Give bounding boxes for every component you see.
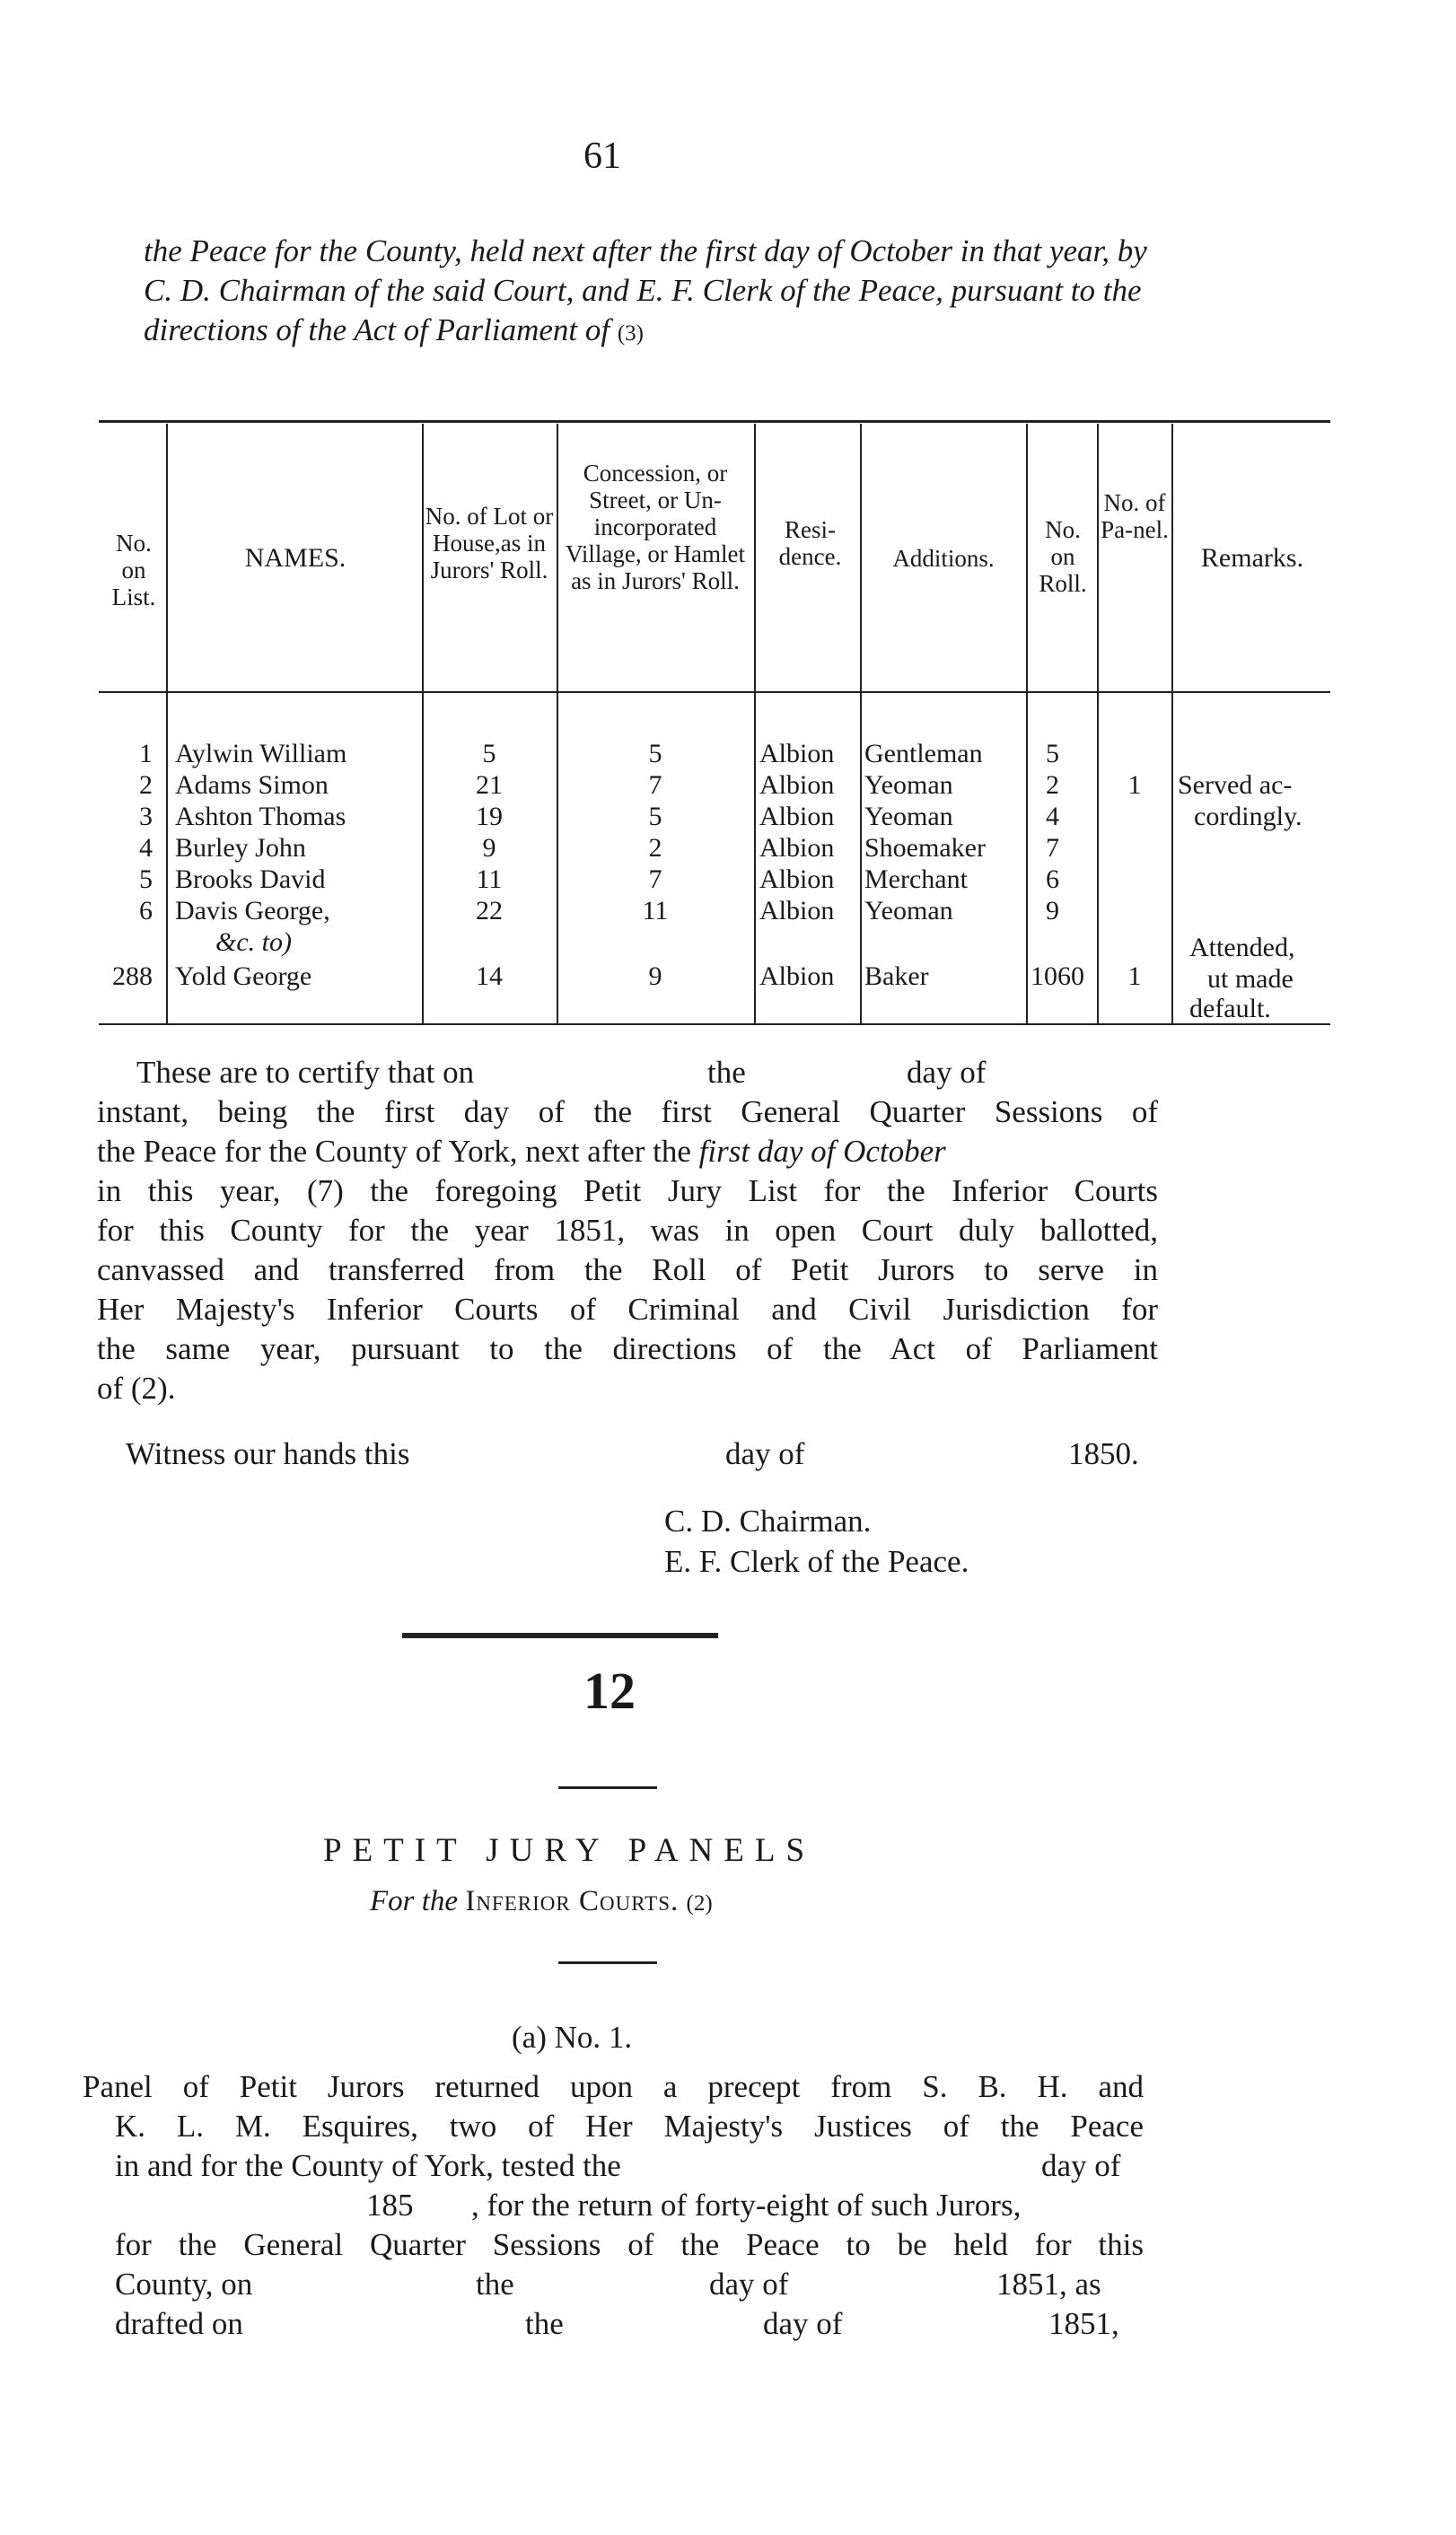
signature-chairman: C. D. Chairman. [664, 1504, 872, 1539]
header-names: NAMES. [244, 543, 346, 573]
row-residence: Albion [759, 739, 835, 768]
panel-line: day of [763, 2306, 843, 2341]
panel-line: , for the return of forty-eight of such Jurors, [471, 2188, 1022, 2223]
section-divider [402, 1633, 718, 1638]
certify-line: Her Majesty's Inferior Courts of Criminal and Civil Jurisdiction for [97, 1292, 1158, 1327]
col-divider [860, 424, 862, 1023]
short-divider [558, 1786, 657, 1789]
row-lot: 19 [476, 802, 503, 831]
header-concession: Concession, or Street, or Un-incorporated Village, or Hamlet as in Jurors' Roll. [565, 460, 746, 594]
row-roll: 9 [1046, 896, 1059, 925]
col-divider [754, 424, 756, 1023]
intro-reference: (3) [617, 321, 645, 346]
witness-line: Witness our hands this [126, 1436, 410, 1471]
header-no-on-list: No. on List. [111, 530, 156, 610]
table-bottom-rule [99, 1023, 1330, 1025]
panel-line: 1851, as [996, 2267, 1101, 2302]
row-lot: 22 [476, 896, 503, 925]
section-subtitle [370, 1885, 713, 1918]
row-additions: Shoemaker [864, 833, 986, 863]
row-roll: 7 [1046, 833, 1059, 863]
row-residence: Albion [759, 961, 835, 991]
panel-line: County, on [115, 2267, 253, 2302]
col-divider [1097, 424, 1099, 1023]
row-lot: 9 [482, 833, 496, 863]
certify-line: canvassed and transferred from the Roll of Petit Jurors to serve in [97, 1252, 1158, 1287]
row-additions: Baker [864, 961, 929, 991]
row-name: Yold George [175, 961, 312, 991]
panel-line: in and for the County of York, tested the [115, 2148, 621, 2183]
row-lot: 11 [476, 864, 503, 894]
row-residence: Albion [759, 896, 835, 925]
witness-year: 1850. [1068, 1436, 1139, 1471]
row-lot: 14 [476, 961, 503, 991]
panel-line: 185 [366, 2188, 414, 2223]
header-remarks: Remarks. [1200, 543, 1304, 573]
header-no-on-roll: No. on Roll. [1039, 516, 1087, 597]
certify-line: These are to certify that on [136, 1055, 475, 1090]
row-no: 6 [139, 896, 153, 925]
row-name: Adams Simon [175, 770, 329, 800]
certify-line: in this year, (7) the foregoing Petit Jury List for the Inferior Courts [97, 1173, 1158, 1208]
subtitle-reference: (2) [686, 1891, 713, 1916]
remarks-attended: default. [1189, 994, 1271, 1023]
certify-emphasis: first day of October [698, 1134, 946, 1169]
row-concession: 9 [648, 961, 662, 991]
panel-line: for the General Quarter Sessions of the Peace to be held for this [115, 2227, 1144, 2262]
header-additions: Additions. [892, 545, 995, 572]
certify-line: day of [907, 1055, 987, 1090]
page-number: 61 [583, 136, 621, 177]
intro-paragraph [144, 232, 1167, 354]
panel-heading: (a) No. 1. [512, 2020, 633, 2055]
panel-line: drafted on [115, 2306, 243, 2341]
row-no: 2 [139, 770, 153, 800]
row-no: 4 [139, 833, 153, 863]
certify-line: of (2). [97, 1371, 176, 1406]
certify-line: for this County for the year 1851, was in open Court duly ballotted, [97, 1213, 1158, 1248]
header-no-of-panel: No. of Pa-nel. [1101, 489, 1169, 543]
row-no: 288 [112, 961, 153, 991]
panel-line: Panel of Petit Jurors returned upon a precept from S. B. H. and [83, 2069, 1144, 2104]
remarks-served: Served ac- [1178, 770, 1293, 800]
row-roll: 6 [1046, 864, 1059, 894]
header-lot: No. of Lot or House,as in Jurors' Roll. [425, 503, 554, 583]
row-roll: 2 [1046, 770, 1059, 800]
row-no: 1 [139, 739, 153, 768]
witness-day-of: day of [725, 1436, 805, 1471]
row-residence: Albion [759, 770, 835, 800]
row-roll: 5 [1046, 739, 1059, 768]
short-divider [558, 1961, 657, 1964]
intro-text: the Peace for the County, held next after the first day of October in that year, by C. D. Chairman of the said Court, and E. F. Clerk of the Peace, pursuant to the directions of the Act of Parliament of [144, 233, 1147, 347]
row-additions: Gentleman [864, 739, 983, 768]
row-concession: 5 [648, 739, 662, 768]
row-additions: Yeoman [864, 802, 953, 831]
section-title: PETIT JURY PANELS [323, 1832, 816, 1869]
row-additions: Merchant [864, 864, 968, 894]
row-name: Davis George, [175, 896, 330, 925]
row-concession: 11 [642, 896, 669, 925]
panel-line: K. L. M. Esquires, two of Her Majesty's Justices of the Peace [115, 2109, 1144, 2144]
row-lot: 21 [476, 770, 503, 800]
col-divider [166, 424, 168, 1023]
panel-line: day of [709, 2267, 789, 2302]
panel-line: 1851, [1048, 2306, 1119, 2341]
row-residence: Albion [759, 864, 835, 894]
row-name: Brooks David [175, 864, 326, 894]
row-name: Burley John [175, 833, 306, 863]
row-additions: Yeoman [864, 896, 953, 925]
row-concession: 7 [648, 770, 662, 800]
row-name: Ashton Thomas [175, 802, 346, 831]
row-concession: 7 [648, 864, 662, 894]
certify-line: instant, being the first day of the first General Quarter Sessions of [97, 1094, 1158, 1129]
table-top-rule [99, 420, 1330, 423]
remarks-attended: ut made [1207, 964, 1294, 994]
row-lot: 5 [482, 739, 496, 768]
row-panel: 1 [1127, 961, 1142, 991]
certify-line: the [707, 1055, 746, 1090]
row-roll: 1060 [1031, 961, 1084, 991]
certify-line: the Peace for the County of York, next after the [97, 1134, 691, 1169]
table-header-rule [99, 691, 1330, 693]
row-concession: 2 [648, 833, 662, 863]
row-no: 3 [139, 802, 153, 831]
row-no: 5 [139, 864, 153, 894]
row-name: Aylwin William [175, 739, 347, 768]
subtitle-courts: Inferior Courts. [465, 1885, 680, 1917]
header-residence: Resi-dence. [778, 516, 842, 570]
row-residence: Albion [759, 833, 835, 863]
certify-line: the same year, pursuant to the directions of the Act of Parliament [97, 1331, 1158, 1366]
row-concession: 5 [648, 802, 662, 831]
row-residence: Albion [759, 802, 835, 831]
row-roll: 4 [1046, 802, 1059, 831]
panel-line: the [525, 2306, 564, 2341]
remarks-attended: Attended, [1189, 933, 1295, 962]
panel-line: the [476, 2267, 514, 2302]
row-additions: Yeoman [864, 770, 953, 800]
col-divider [1026, 424, 1028, 1023]
remarks-served: cordingly. [1194, 802, 1303, 831]
subtitle-for: For the [370, 1885, 459, 1917]
section-number: 12 [583, 1662, 636, 1720]
etc-row: &c. to) [215, 927, 292, 957]
signature-clerk: E. F. Clerk of the Peace. [664, 1544, 969, 1579]
row-panel: 1 [1127, 770, 1142, 800]
panel-line: day of [1041, 2148, 1121, 2183]
col-divider [1171, 424, 1173, 1023]
